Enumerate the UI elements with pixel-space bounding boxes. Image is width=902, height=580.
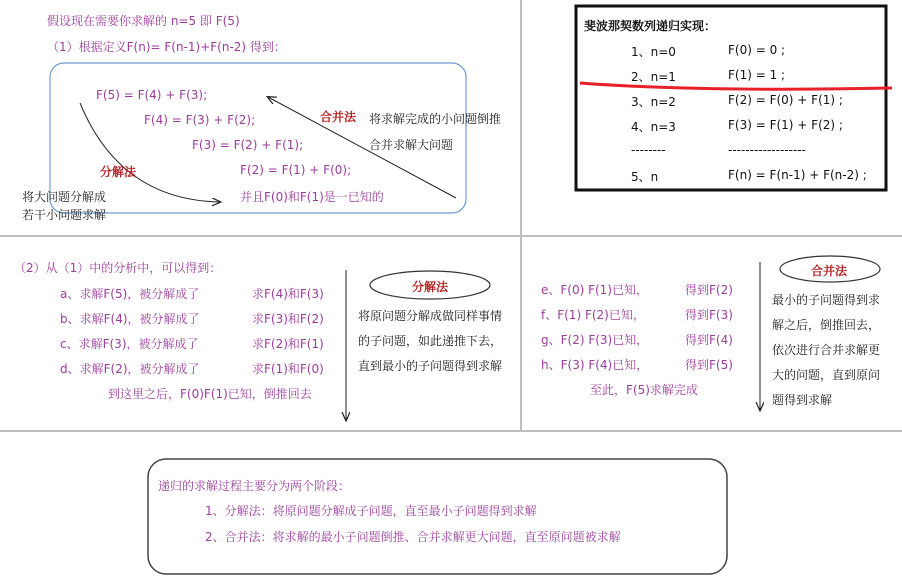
fib-case-separator: -------- bbox=[631, 143, 666, 157]
fib-case-3: 4、n=3 bbox=[631, 120, 676, 134]
split-step-b-result: 求F(3)和F(2) bbox=[252, 312, 324, 326]
merge-desc-line1: 将求解完成的小问题倒推 bbox=[369, 112, 502, 126]
summary-line-1: 1、分解法：将原问题分解成子问题，直至最小子问题得到求解 bbox=[205, 504, 537, 518]
fib-case-0: 1、n=0 bbox=[631, 45, 676, 59]
definition-line: （1）根据定义F(n)= F(n-1)+F(n-2) 得到： bbox=[47, 40, 286, 54]
split-step-b: b、求解F(4)，被分解成了 bbox=[60, 312, 200, 326]
problem-statement: 假设现在需要你求解的 n=5 即 F(5) bbox=[47, 14, 240, 28]
split-step-a: a、求解F(5)，被分解成了 bbox=[60, 287, 200, 301]
split-desc-line2: 若干小问题求解 bbox=[22, 208, 107, 222]
split-badge: 分解法 bbox=[412, 280, 449, 294]
merge-step-e-result: 得到F(2) bbox=[685, 283, 733, 297]
fib-case-n: 5、n bbox=[631, 170, 659, 184]
split-footer: 到这里之后，F(0)F(1)已知，倒推回去 bbox=[108, 387, 312, 401]
merge-step-g: g、F(2) F(3)已知， bbox=[541, 333, 649, 347]
split-desc-2: 的子问题，如此递推下去， bbox=[358, 334, 503, 348]
fib-formula-2: F(2) = F(0) + F(1) ; bbox=[728, 93, 843, 107]
merge-footer: 至此，F(5)求解完成 bbox=[590, 383, 698, 397]
split-desc-1: 将原问题分解成做同样事情 bbox=[358, 309, 503, 323]
split-step-d-result: 求F(1)和F(0) bbox=[252, 362, 324, 376]
fib-formula-separator: ------------------ bbox=[728, 143, 806, 157]
known-values: 并且F(0)和F(1)是一已知的 bbox=[240, 190, 384, 204]
summary-line-2: 2、合并法：将求解的最小子问题倒推、合并求解更大问题，直至原问题被求解 bbox=[205, 530, 621, 544]
merge-badge: 合并法 bbox=[811, 264, 848, 278]
merge-step-h-result: 得到F(5) bbox=[685, 358, 733, 372]
split-desc-line1: 将大问题分解成 bbox=[22, 190, 107, 204]
summary-heading: 递归的求解过程主要分为两个阶段： bbox=[158, 479, 351, 493]
merge-desc-3: 依次进行合并求解更 bbox=[772, 343, 881, 357]
merge-label: 合并法 bbox=[320, 110, 357, 124]
fib-formula-1: F(1) = 1 ; bbox=[728, 68, 786, 82]
merge-desc-5: 题得到求解 bbox=[772, 393, 833, 407]
split-step-c-result: 求F(2)和F(1) bbox=[252, 337, 324, 351]
equation-f5: F(5) = F(4) + F(3); bbox=[96, 88, 208, 102]
fib-formula-0: F(0) = 0 ; bbox=[728, 43, 786, 57]
merge-step-f-result: 得到F(3) bbox=[685, 308, 733, 322]
merge-step-h: h、F(3) F(4)已知， bbox=[541, 358, 649, 372]
merge-desc-2: 解之后，倒推回去， bbox=[772, 318, 881, 332]
split-label: 分解法 bbox=[100, 165, 137, 179]
split-step-a-result: 求F(4)和F(3) bbox=[252, 287, 324, 301]
fib-formula-3: F(3) = F(1) + F(2) ; bbox=[728, 118, 843, 132]
equation-f4: F(4) = F(3) + F(2); bbox=[144, 113, 256, 127]
split-step-c: c、求解F(3)，被分解成了 bbox=[60, 337, 199, 351]
split-step-d: d、求解F(2)，被分解成了 bbox=[60, 362, 200, 376]
fib-title: 斐波那契数列递归实现： bbox=[584, 19, 717, 33]
merge-desc-4: 大的问题，直到原问 bbox=[772, 368, 881, 382]
equation-f3: F(3) = F(2) + F(1); bbox=[192, 138, 304, 152]
merge-desc-1: 最小的子问题得到求 bbox=[772, 293, 881, 307]
merge-step-f: f、F(1) F(2)已知， bbox=[541, 308, 645, 322]
fib-formula-n: F(n) = F(n-1) + F(n-2) ; bbox=[728, 168, 867, 182]
merge-step-g-result: 得到F(4) bbox=[685, 333, 733, 347]
merge-step-e: e、F(0) F(1)已知， bbox=[541, 283, 648, 297]
fib-case-2: 3、n=2 bbox=[631, 95, 676, 109]
fib-case-1: 2、n=1 bbox=[631, 70, 676, 84]
equation-f2: F(2) = F(1) + F(0); bbox=[240, 163, 352, 177]
split-desc-3: 直到最小的子问题得到求解 bbox=[358, 359, 503, 373]
analysis-heading: （2）从（1）中的分析中，可以得到： bbox=[14, 261, 222, 275]
merge-desc-line2: 合并求解大问题 bbox=[369, 138, 454, 152]
